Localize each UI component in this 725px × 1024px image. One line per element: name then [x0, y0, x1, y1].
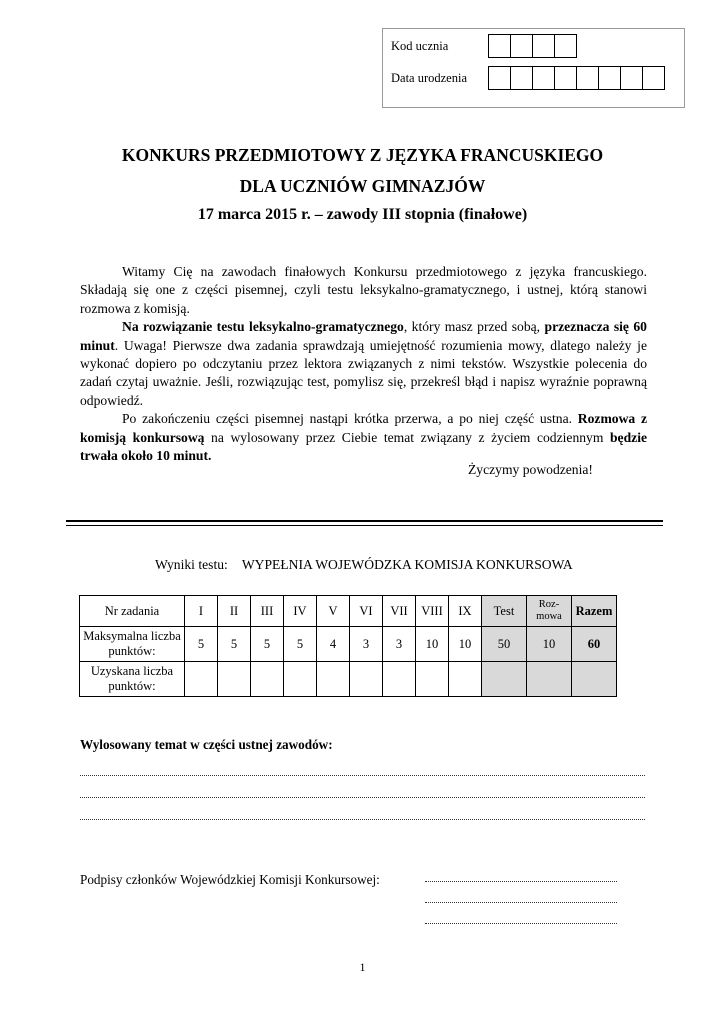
score-input-cell[interactable] [218, 662, 251, 697]
table-cell: 5 [284, 627, 317, 662]
oral-topic-label: Wylosowany temat w części ustnej zawodów: [80, 737, 333, 752]
table-cell: 3 [383, 627, 416, 662]
results-label: Wyniki testu: [155, 557, 228, 572]
score-input-cell[interactable] [251, 662, 284, 697]
student-id-box [382, 28, 685, 108]
table-cell: V [317, 596, 350, 627]
table-cell: 5 [185, 627, 218, 662]
table-cell: IV [284, 596, 317, 627]
good-luck-text: Życzymy powodzenia! [468, 462, 593, 477]
table-row-obtained [80, 662, 617, 697]
table-cell: Uzyskana liczba punktów: [80, 662, 185, 697]
oral-topic-line[interactable] [80, 797, 645, 798]
dob-label: Data urodzenia [391, 71, 468, 85]
score-input-cell[interactable] [527, 662, 572, 697]
table-cell: Maksymalna liczba punktów: [80, 627, 185, 662]
dob-cells[interactable] [489, 66, 665, 90]
oral-topic-line[interactable] [80, 775, 645, 776]
signature-line[interactable] [425, 902, 617, 903]
table-cell: Test [482, 596, 527, 627]
title-date-line: 17 marca 2015 r. – zawody III stopnia (finałowe) [197, 206, 528, 223]
results-heading [155, 557, 587, 573]
score-input-cell[interactable] [449, 662, 482, 697]
title-line-2: DLA UCZNIÓW GIMNAZJÓW [239, 176, 486, 196]
table-cell: Razem [572, 596, 617, 627]
table-cell: 5 [251, 627, 284, 662]
intro-paragraph-1: Witamy Cię na zawodach finałowych Konkursu przedmiotowego z języka francuskiego. Składają się one z części pisemnej, czyli testu leksykalno-gramatycznego, i ustnej, którą stanowi rozmowa z komisją. [80, 264, 647, 316]
table-cell: 5 [218, 627, 251, 662]
score-input-cell[interactable] [416, 662, 449, 697]
table-cell: II [218, 596, 251, 627]
intro-paragraph-3: Po zakończeniu części pisemnej nastąpi krótka przerwa, a po niej część ustna. Rozmowa z komisją konkursową na wylosowany przez Ciebie temat związany z życiem codziennym będzie trwała około 10 minut. [80, 411, 647, 464]
table-cell: 10 [527, 627, 572, 662]
table-cell: Nr zadania [80, 596, 185, 627]
intro-paragraph-2: Na rozwiązanie testu leksykalno-gramatycznego, który masz przed sobą, przeznacza się 60 minut. Uwaga! Pierwsze dwa zadania sprawdzają umiejętność rozumienia mowy, dlatego należy je wykonać dopiero po odczytaniu przez lektora związanych z nimi tekstów. Wszystkie polecenia do zadań czytaj uważnie. Jeśli, rozwiązując test, pomylisz się, przekreśl błąd i napisz wyraźnie poprawną odpowiedź. [80, 319, 647, 408]
oral-topic-line[interactable] [80, 819, 645, 820]
student-code-label: Kod ucznia [391, 39, 449, 53]
score-input-cell[interactable] [482, 662, 527, 697]
table-cell: VIII [416, 596, 449, 627]
divider [66, 520, 663, 522]
table-cell: 3 [350, 627, 383, 662]
table-cell: VI [350, 596, 383, 627]
table-row-max [80, 627, 617, 662]
table-cell: 50 [482, 627, 527, 662]
table-cell: VII [383, 596, 416, 627]
score-input-cell[interactable] [572, 662, 617, 697]
table-cell: 10 [416, 627, 449, 662]
score-input-cell[interactable] [317, 662, 350, 697]
student-code-cells[interactable] [489, 34, 577, 58]
score-input-cell[interactable] [383, 662, 416, 697]
score-input-cell[interactable] [284, 662, 317, 697]
table-cell: 60 [572, 627, 617, 662]
table-cell: I [185, 596, 218, 627]
title-line-1: KONKURS PRZEDMIOTOWY Z JĘZYKA FRANCUSKIEGO [121, 145, 604, 165]
score-input-cell[interactable] [185, 662, 218, 697]
results-note: WYPEŁNIA WOJEWÓDZKA KOMISJA KONKURSOWA [241, 557, 573, 572]
page-number: 1 [359, 960, 366, 974]
signature-line[interactable] [425, 923, 617, 924]
table-header-row [80, 596, 617, 627]
table-cell: III [251, 596, 284, 627]
signatures-label: Podpisy członków Wojewódzkiej Komisji Konkursowej: [80, 872, 380, 887]
divider [66, 525, 663, 526]
table-cell: Roz-mowa [527, 596, 572, 627]
table-cell: 4 [317, 627, 350, 662]
intro-text [80, 263, 647, 465]
table-cell: 10 [449, 627, 482, 662]
score-input-cell[interactable] [350, 662, 383, 697]
signature-line[interactable] [425, 881, 617, 882]
table-cell: IX [449, 596, 482, 627]
scores-table [79, 595, 617, 697]
